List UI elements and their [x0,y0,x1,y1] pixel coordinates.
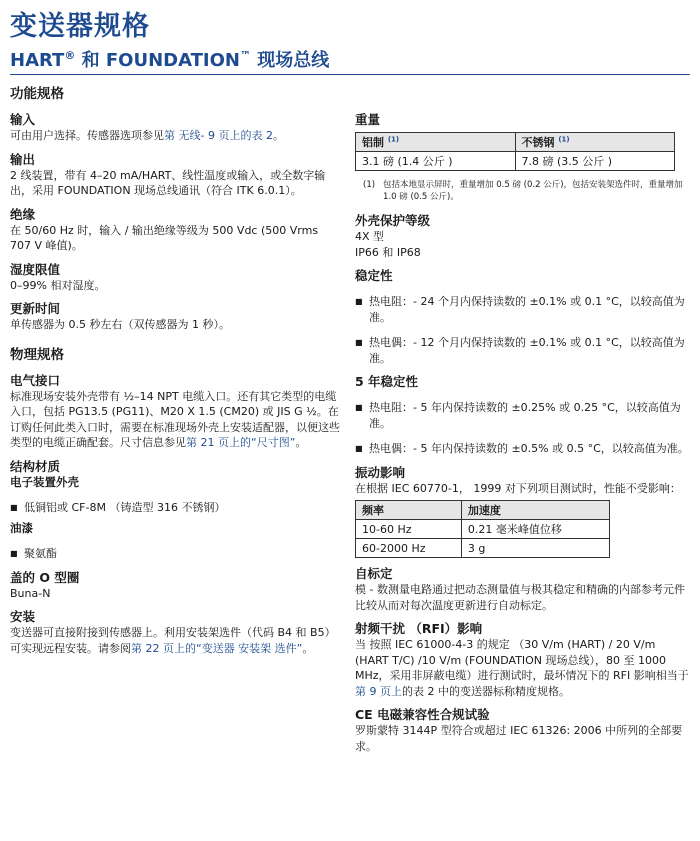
table-row [356,539,610,558]
dimension-drawing-link[interactable]: 第 21 页上的“尺寸图” [186,436,296,449]
input-table-link[interactable]: 第 无线- 9 页上的表 2 [164,129,273,142]
stability-heading: 稳定性 [355,268,393,283]
mounting-tail: 。 [302,641,314,655]
enclosure-ip: IP66 和 IP68 [355,245,421,259]
mounting-section [10,609,340,656]
stability5-section [355,374,690,457]
vibration-heading: 振动影响 [355,464,406,480]
ce-heading: CE 电磁兼容性合规试验 [355,707,490,722]
housing-heading: 电子装置外壳 [10,474,79,489]
stability5-rtd: ■ 热电阻：- 5 年内保持读数的 ±0.25% 或 0.25 °C，以较高值为准。 [355,400,690,431]
materials-section [10,459,340,562]
weight-header-row [356,133,675,152]
isolation-heading: 绝缘 [10,206,36,222]
rfi-tail: 的表 2 中的变送器标称精度规格。 [402,684,570,698]
mounting-heading: 安装 [10,609,36,624]
isolation-text: 在 50/60 Hz 时，输入 / 输出绝缘等级为 500 Vdc (500 Vrms 707 V 峰值)。 [10,223,319,252]
electrical-tail: 。 [295,436,307,449]
vibration-acceleration-cell: 3 g [461,539,609,558]
vibration-frequency-cell: 10-60 Hz [356,520,462,539]
paint-heading: 油漆 [10,521,33,535]
isolation-section [10,207,340,254]
vibration-section [355,465,690,559]
weight-header-aluminum [356,133,516,152]
rfi-heading: 射频干扰 （RFI）影响 [355,621,483,636]
weight-steel-value: 7.8 磅 (3.5 公斤 ) [515,152,675,171]
selfcal-text: 模 - 数测量电路通过把动态测量值与极其稳定和精确的内部参考元件比较从而对每次温度更新进行自动标定。 [355,583,685,612]
oring-heading: 盖的 O 型圈 [10,569,80,585]
subtitle-fieldbus: 现场总线 [250,50,330,71]
selfcal-heading: 自标定 [355,566,393,581]
input-body: 可由用户选择。传感器选项参见 [10,129,164,142]
weight-aluminum-value: 3.1 磅 (1.4 公斤 ) [356,152,516,171]
weight-footnote-ref[interactable]: (1) [387,135,400,144]
registered-mark: ® [64,49,76,62]
input-section [10,112,340,144]
humidity-text: 0–99% 相对湿度。 [10,278,106,292]
weight-heading: 重量 [355,112,381,127]
vibration-header-acceleration: 加速度 [461,501,609,520]
update-heading: 更新时间 [10,301,61,316]
rfi-section [355,621,690,699]
vibration-table [355,500,610,558]
page-title: 变送器规格 [10,11,150,42]
footnote-mark: (1) [363,180,376,190]
enclosure-type: 4X 型 [355,230,385,243]
subtitle-hart: HART [10,50,65,71]
stability5-heading: 5 年稳定性 [355,374,419,389]
input-text [10,128,340,144]
table-row [356,520,610,539]
input-heading: 输入 [10,112,36,127]
title-divider [10,74,690,75]
electrical-text [10,389,340,451]
vibration-text: 在根据 IEC 60770-1， 1999 对下列项目测试时，性能不受影响： [355,481,681,495]
stability-tc: ■ 热电偶：- 12 个月内保持读数的 ±0.1% 或 0.1 °C，以较高值为准。 [355,335,690,366]
enclosure-heading: 外壳保护等级 [355,213,431,228]
right-column [355,112,690,762]
footnote-text: 包括本地显示屏时，重量增加 0.5 磅 (0.2 公斤)，包括安装架选件时，重量增加 1.0 磅 (0.5 公斤)。 [383,180,683,202]
selfcal-section [355,566,690,613]
oring-text: Buna-N [10,586,51,600]
electrical-section [10,373,340,451]
vibration-frequency-cell: 60-2000 Hz [356,539,462,558]
vibration-acceleration-cell: 0.21 毫米峰值位移 [461,520,609,539]
weight-footnote-ref-2[interactable]: (1) [558,135,570,144]
oring-section [10,570,340,602]
mounting-text [10,625,340,656]
rfi-text [355,637,690,699]
table-row [356,152,675,171]
physical-spec-heading: 物理规格 [10,346,64,363]
weight-header-steel [515,133,675,152]
vibration-header-row [356,501,610,520]
humidity-section [10,262,340,294]
rfi-table-link[interactable]: 第 9 页上 [355,684,402,698]
stability-rtd: ■ 热电阻：- 24 个月内保持读数的 ±0.1% 或 0.1 °C，以较高值为准。 [355,294,690,325]
stability-section [355,268,690,366]
update-section [10,301,340,333]
electrical-body: 标准现场安装外壳带有 ½–14 NPT 电缆入口。还有其它类型的电缆入口，包括 PG13.5 (PG11)、M20 X 1.5 (CM20) 或 JIS G ½。在订购任何此类入口时，需要在标准现场外壳上安装适配器，以便这些类型的电缆正确配套。尺寸信息参见 [10,389,340,449]
output-text: 2 线装置，带有 4–20 mA/HART、线性温度或输入，或全数字输出，采用 FOUNDATION 现场总线通讯（符合 ITK 6.0.1）。 [10,168,326,197]
weight-header-aluminum-label: 铝制 [362,136,384,149]
rfi-body: 当 按照 IEC 61000-4-3 的规定 （30 V/m (HART) / 20 V/m (HART T/C) /10 V/m (FOUNDATION 现场总线），80 至 1000 MHz，采用非屏蔽电缆）进行测试时，最坏情况下的 RFI 影响相当于 [355,638,689,682]
output-section [10,152,340,199]
page-subtitle [10,46,329,72]
housing-item: ■ 低铜铝或 CF-8M （铸造型 316 不锈钢） [10,500,340,516]
enclosure-section [355,213,690,260]
vibration-header-frequency: 频率 [356,501,462,520]
weight-table [355,132,675,171]
ce-section [355,707,690,754]
functional-spec-heading: 功能规格 [10,86,64,102]
weight-footnote [363,179,690,203]
output-heading: 输出 [10,151,36,167]
mounting-body: 变送器可直接附接到传感器上。利用安装架选件（代码 B4 和 B5）可实现远程安装。请参阅 [10,626,336,655]
subtitle-foundation: 和 FOUNDATION [75,50,240,71]
stability5-tc: ■ 热电偶：- 5 年内保持读数的 ±0.5% 或 0.5 °C，以较高值为准。 [355,441,690,457]
electrical-heading: 电气接口 [10,372,61,388]
mounting-bracket-link[interactable]: 第 22 页上的“变送器 安装架 选件” [131,641,303,655]
trademark-mark: ™ [239,49,251,62]
left-column [10,82,340,664]
weight-header-steel-label: 不锈钢 [521,136,555,149]
update-text: 单传感器为 0.5 秒左右（双传感器为 1 秒）。 [10,318,230,331]
paint-item: ■ 聚氨酯 [10,546,340,562]
input-tail: 。 [272,129,284,142]
humidity-heading: 湿度限值 [10,261,61,277]
ce-text: 罗斯蒙特 3144P 型符合或超过 IEC 61326: 2006 中所列的全部要求。 [355,724,683,753]
materials-heading: 结构材质 [10,458,61,474]
